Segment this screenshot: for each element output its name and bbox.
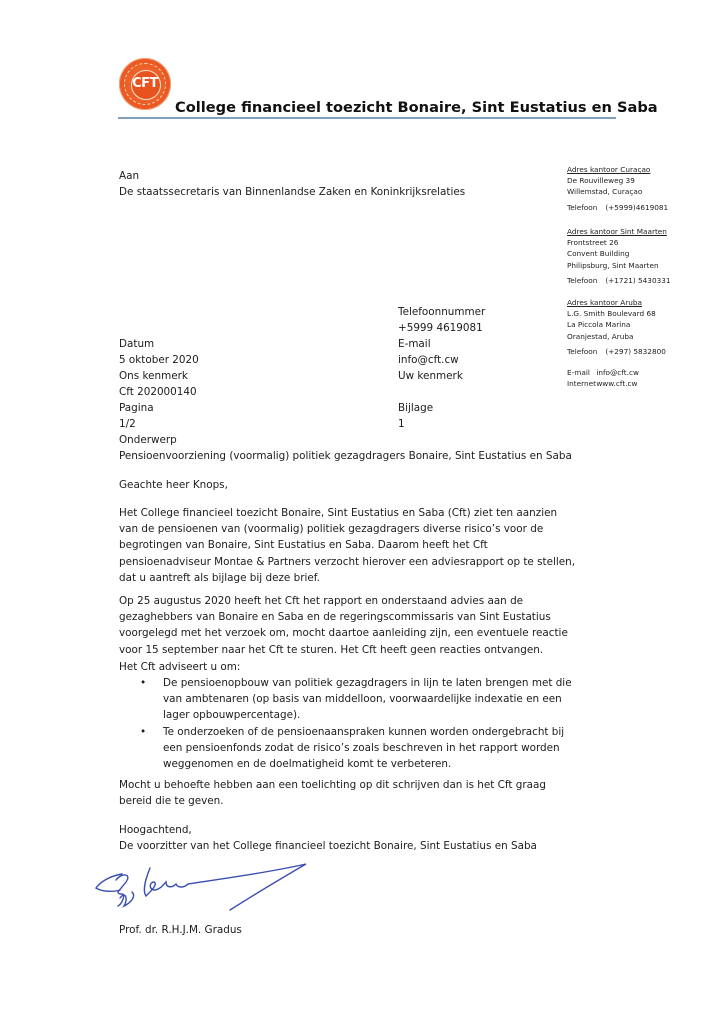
office-aruba (567, 297, 666, 357)
subject-value: Pensioenvoorziening (voormalig) politiek gezagdragers Bonaire, Sint Eustatius en Saba (119, 450, 572, 462)
office-address-line: L.G. Smith Boulevard 68 (567, 309, 656, 319)
recipient-label: Aan (119, 170, 140, 182)
our-reference-label: Ons kenmerk (119, 370, 188, 382)
advice-line: een pensioenfonds zodat de risico’s zoals beschreven in het rapport worden (163, 741, 560, 754)
attachment-value: 1 (398, 418, 405, 430)
your-reference-label: Uw kenmerk (398, 370, 463, 382)
paragraph-line: voorgelegd met het verzoek om, mocht daartoe aanleiding zijn, een eventuele reactie (119, 627, 568, 640)
office-address-line: Frontstreet 26 (567, 238, 619, 248)
closing: Hoogachtend, (119, 824, 192, 836)
our-reference-value: Cft 202000140 (119, 386, 197, 398)
subject-label: Onderwerp (119, 434, 177, 446)
advice-list (119, 675, 572, 772)
office-curacao (567, 164, 668, 213)
phone-number-label: Telefoonnummer (398, 306, 486, 318)
office-address-line: La Piccola Marina (567, 320, 631, 330)
office-sint-maarten (567, 226, 671, 286)
office-address-line: De Rouvilleweg 39 (567, 176, 635, 186)
office-phone (567, 275, 671, 286)
email-label: E-mail (398, 338, 431, 350)
email-label: E-mail (567, 368, 590, 377)
office-address-line: Philipsburg, Sint Maarten (567, 260, 659, 270)
advice-intro: Het Cft adviseert u om: (119, 661, 241, 673)
contact-email (567, 367, 639, 378)
email-value[interactable]: info@cft.cw (398, 354, 459, 366)
phone-label: Telefoon (567, 202, 598, 212)
office-heading: Adres kantoor Curaçao (567, 165, 651, 174)
phone-label: Telefoon (567, 275, 598, 285)
bullet-icon: • (140, 725, 147, 738)
org-title: College financieel toezicht Bonaire, Sint Eustatius en Saba (175, 99, 658, 116)
page-label: Pagina (119, 402, 154, 414)
paragraph-line: van de pensioenen van (voormalig) politiek gezagdragers diverse risico’s voor de (119, 523, 544, 536)
salutation: Geachte heer Knops, (119, 479, 228, 491)
advice-line: van ambtenaren (op basis van middelloon, voorwaardelijke indexatie en een (163, 693, 562, 706)
advice-item (119, 724, 572, 773)
page-value: 1/2 (119, 418, 136, 430)
office-heading: Adres kantoor Aruba (567, 298, 642, 307)
date-value: 5 oktober 2020 (119, 354, 199, 366)
paragraph-2 (119, 593, 568, 658)
internet-label: Internet (567, 379, 596, 389)
phone-number-value: +5999 4619081 (398, 322, 483, 334)
office-address-line: Oranjestad, Aruba (567, 331, 634, 341)
advice-item (119, 675, 572, 724)
paragraph-line: Het College financieel toezicht Bonaire, Sint Eustatius en Saba (Cft) ziet ten aanzien (119, 507, 558, 519)
paragraph-3 (119, 777, 546, 809)
paragraph-line: voor 15 september naar het Cft te sturen. Het Cft heeft geen reacties ontvangen. (119, 643, 544, 656)
logo-text: CFT (132, 76, 158, 91)
website-link[interactable]: www.cft.cw (596, 379, 638, 389)
bullet-icon: • (140, 677, 147, 689)
office-phone (567, 202, 668, 213)
recipient-name: De staatssecretaris van Binnenlandse Zaken en Koninkrijksrelaties (119, 186, 466, 198)
advice-line: weggenomen en de doelmatigheid komt te verbeteren. (163, 758, 452, 771)
office-heading: Adres kantoor Sint Maarten (567, 227, 667, 236)
header-divider (118, 117, 616, 119)
paragraph-line: pensioenadviseur Montae & Partners verzocht hierover een adviesrapport op te stellen, (119, 555, 576, 568)
advice-line: Te onderzoeken of de pensioenaanspraken kunnen worden ondergebracht bij (163, 725, 565, 738)
paragraph-line: gezaghebbers van Bonaire en Saba en de regeringscommissaris van Sint Eustatius (119, 611, 551, 624)
paragraph-1 (119, 505, 575, 586)
attachment-label: Bijlage (398, 402, 434, 414)
paragraph-line: Op 25 augustus 2020 heeft het Cft het rapport en onderstaand advies aan de (119, 595, 524, 607)
paragraph-line: bereid die te geven. (119, 795, 224, 808)
contact-internet (567, 378, 639, 389)
paragraph-line: dat u aantreft als bijlage bij deze brief. (119, 571, 320, 584)
office-contact (567, 367, 639, 389)
phone-label: Telefoon (567, 346, 598, 356)
signatory-title: De voorzitter van het College financieel toezicht Bonaire, Sint Eustatius en Saba (119, 840, 537, 852)
office-address-line: Convent Building (567, 249, 630, 259)
date-label: Datum (119, 338, 155, 350)
advice-line: lager opbouwpercentage). (163, 709, 301, 722)
phone-value: (+1721) 5430331 (605, 275, 671, 285)
email-link[interactable]: info@cft.cw (596, 368, 639, 377)
office-address-line: Willemstad, Curaçao (567, 187, 643, 197)
advice-line: De pensioenopbouw van politiek gezagdragers in lijn te laten brengen met die (163, 677, 572, 689)
office-phone (567, 346, 666, 357)
phone-value: (+297) 5832800 (605, 346, 666, 356)
paragraph-line: begrotingen van Bonaire, Sint Eustatius en Saba. Daarom heeft het Cft (119, 539, 488, 552)
cft-logo (119, 58, 171, 110)
signatory-name: Prof. dr. R.H.J.M. Gradus (119, 924, 242, 936)
signature-icon (92, 860, 332, 920)
phone-value: (+5999)4619081 (605, 202, 669, 212)
paragraph-line: Mocht u behoefte hebben aan een toelichting op dit schrijven dan is het Cft graag (119, 779, 546, 791)
